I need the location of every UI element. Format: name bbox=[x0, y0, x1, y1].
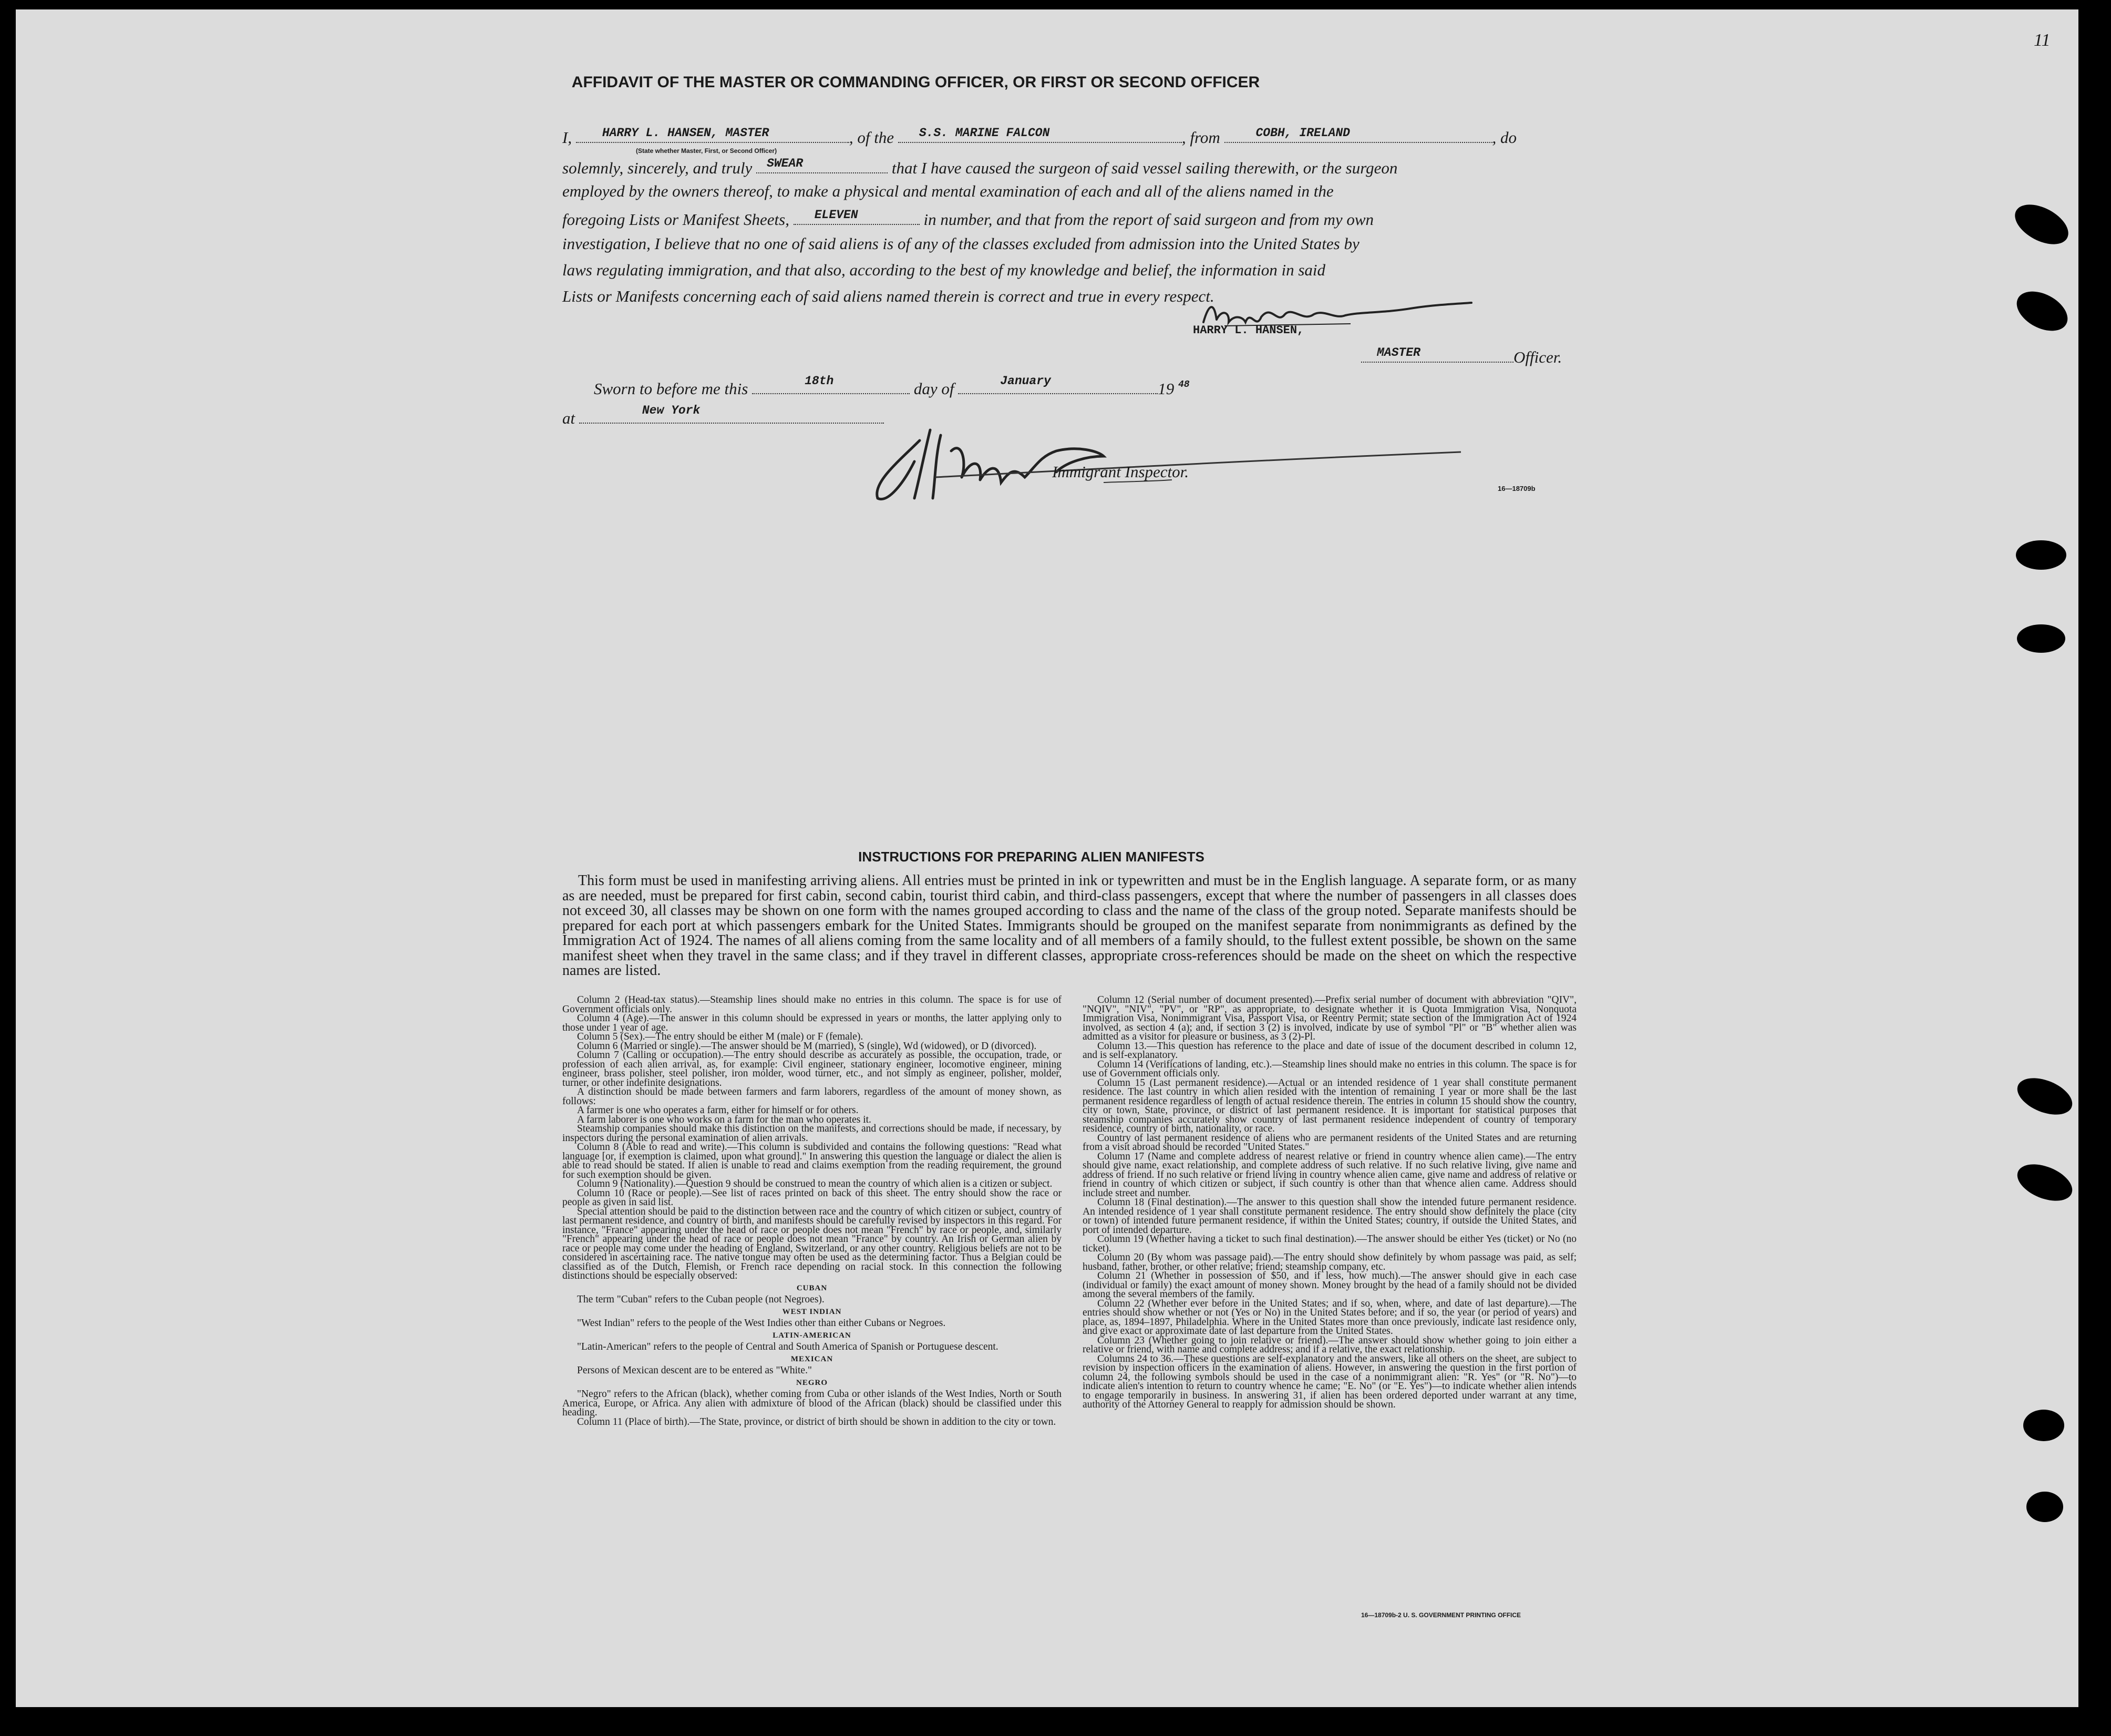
state-note: (State whether Master, First, or Second Officer) bbox=[636, 147, 777, 155]
text-officer: Officer. bbox=[1513, 348, 1562, 366]
binder-hole bbox=[2012, 1071, 2077, 1122]
col-20-text: Column 20 (By whom was passage paid).—The entry should show definitely by whom passage was paid, as self; husband, father, brother, or other relative; friend; steamship company, etc. bbox=[1083, 1252, 1577, 1272]
affidavit-line-7: Lists or Manifests concerning each of said aliens named therein is correct and true in every respect. bbox=[562, 287, 1214, 305]
sworn-year: 48 bbox=[1178, 379, 1190, 390]
mexican-text: Persons of Mexican descent are to be entered as "White." bbox=[577, 1365, 812, 1376]
rank-field bbox=[1361, 346, 1513, 363]
col-2-text: Column 2 (Head-tax status).—Steamship lines should make no entries in this column. The space is for use of Government officials only. bbox=[562, 995, 1062, 1015]
col-7-text: Column 7 (Calling or occupation).—The entry should describe as accurately as possible, the occupation, trade, or profession of each alien arrival, as, for example: Civil engineer, stationary engineer, locomotive engineer, mining engineer, brass polisher, steel polisher, iron molder, wood turner, etc., and not simply as engineer, polisher, molder, turner, or other indefinite designations. bbox=[562, 1050, 1062, 1088]
negro-text: "Negro" refers to the African (black), whether coming from Cuba or other islands of the West Indies, North or South America, Europe, or Africa. Any alien with admixture of blood of the African (black) should be classified under this heading. bbox=[562, 1389, 1062, 1418]
col-21-text: Column 21 (Whether in possession of $50, and if less, how much).—The answer should give in each case (individual or family) the exact amount of money shown. Money brought by the head of a family should not be divided among the several members of the family. bbox=[1083, 1270, 1577, 1300]
place-line bbox=[562, 404, 884, 428]
col-11-text: Column 11 (Place of birth).—The State, province, or district of birth should be shown in addition to the city or town. bbox=[577, 1416, 1056, 1427]
officer-line bbox=[1361, 346, 1562, 367]
affidavit-line-3: employed by the owners thereof, to make a physical and mental examination of each and all of the aliens named in the bbox=[562, 182, 1334, 200]
affidavit-line-1 bbox=[562, 126, 1517, 147]
instructions-right-column bbox=[1083, 995, 1577, 1608]
sworn-line bbox=[594, 374, 1190, 398]
latin-american-heading: LATIN-AMERICAN bbox=[773, 1331, 851, 1340]
col-5-text: Column 5 (Sex).—The entry should be either M (male) or F (female). bbox=[577, 1031, 863, 1042]
sworn-day: 18th bbox=[805, 374, 834, 388]
signer-typed-name: HARRY L. HANSEN, bbox=[1193, 324, 1304, 337]
col-13-text: Column 13.—This question has reference to the place and date of issue of the document described in column 12, and is self-explanatory. bbox=[1083, 1040, 1577, 1061]
instructions-intro: This form must be used in manifesting arriving aliens. All entries must be printed in ink or typewritten and must be in the English language. A separate form, or as many as are needed, must be prepared for first cabin, second cabin, tourist third cabin, and third-class passengers, except that where the number of passengers in all classes does not exceed 30, all classes may be shown on one form with the names grouped according to class and the name of the class of the group noted. Separate manifests should be prepared for each port at which passengers embark for the United States. Immigrants should be grouped on the manifest separate from nonimmigrants as defined by the Immigration Act of 1924. The names of all aliens coming from the same locality and of all members of a family should, to the fullest extent possible, be shown on the same manifest sheet when they travel in the same class; and if they travel in different classes, appropriate cross-references should be made on the sheet on which the respective names are listed. bbox=[562, 872, 1577, 979]
binder-hole bbox=[2016, 540, 2066, 570]
text-day-of: day of bbox=[913, 379, 954, 398]
departure-port: COBH, IRELAND bbox=[1255, 126, 1350, 140]
text-sworn: Sworn to before me this bbox=[594, 379, 748, 398]
place-field bbox=[579, 404, 884, 424]
text-of-the: , of the bbox=[849, 128, 894, 147]
binder-hole bbox=[2009, 197, 2075, 252]
col-4-text: Column 4 (Age).—The answer in this column should be expressed in years or months, the latter applying only to those under 1 year of age. bbox=[562, 1013, 1062, 1033]
text-line-4b: in number, and that from the report of said surgeon and from my own bbox=[923, 210, 1374, 229]
master-name: HARRY L. HANSEN, MASTER bbox=[602, 126, 769, 140]
col-8-text: Column 8 (Able to read and write).—This column is subdivided and contains the following questions: "Read what language [or, if exemption is claimed, upon what ground]." In answering this question the language or dialect the alien is able to read should be stated. If alien is unable to read and claims exemption from the reading requirement, the ground for such exemption should be given. bbox=[562, 1142, 1062, 1180]
affidavit-line-5: investigation, I believe that no one of said aliens is of any of the classes excluded from admission into the United States by bbox=[562, 234, 1360, 253]
affidavit-line-6: laws regulating immigration, and that also, according to the best of my knowledge and belief, the information in said bbox=[562, 261, 1326, 279]
col-24-36-text: Columns 24 to 36.—These questions are self-explanatory and the answers, like all others on the sheet, are subject to revision by inspection officers in the examination of aliens. However, in answering the question in the first portion of column 24, the following symbols should be used in the case of a nonimmigrant alien: "R. Yes" (or "R. No")—to indicate alien's intention to return to country whence he came; "E. No" (or "E. Yes")—to indicate whether alien intends to engage temporarily in business. In answering 31, if alien has been ordered deported under warrant at any time, authority of the Attorney General to reapply for admission should be shown. bbox=[1083, 1353, 1577, 1410]
negro-heading: NEGRO bbox=[796, 1378, 828, 1387]
col-22-text: Column 22 (Whether ever before in the United States; and if so, when, where, and date of last departure).—The entries should show whether or not (Yes or No) in the United States before; and if so, the year (or period of years) and place, as, 1894–1897, Philadelphia. Where in the United States more than once previously, indicate last residence only, and give exact or approximate date of last departure from the United States. bbox=[1083, 1298, 1577, 1337]
col-15-text: Column 15 (Last permanent residence).—Actual or an intended residence of 1 year shall constitute permanent residence. The last country in which alien resided with the intention of remaining 1 year or more shall be the last permanent residence regardless of length of actual residence therein. The entries in column 15 should show the country, city or town, State, province, or district of last permanent residence. It is important for statistical purposes that steamship companies accurately show country of last permanent residence independent of country of temporary residence, country of birth, nationality, or race. bbox=[1083, 1077, 1577, 1134]
mexican-heading: MEXICAN bbox=[790, 1354, 833, 1363]
affidavit-line-4 bbox=[562, 208, 1374, 229]
affidavit-line-2 bbox=[562, 157, 1397, 178]
col-10-text: Column 10 (Race or people).—See list of races printed on back of this sheet. The entry should show the race or people as given in said list. bbox=[562, 1187, 1062, 1208]
oath-field bbox=[756, 157, 888, 173]
printing-office-footer: 16—18709b-2 U. S. GOVERNMENT PRINTING OFFICE bbox=[1361, 1611, 1521, 1619]
cuban-heading: CUBAN bbox=[796, 1283, 828, 1292]
farmer-def: A farmer is one who operates a farm, either for himself or for others. bbox=[577, 1105, 859, 1116]
text-from: , from bbox=[1181, 128, 1220, 147]
binder-hole bbox=[2023, 1410, 2064, 1441]
west-indian-text: "West Indian" refers to the people of the West Indies other than either Cubans or Negroes. bbox=[577, 1318, 946, 1329]
sheet-count: ELEVEN bbox=[814, 208, 858, 222]
latin-american-text: "Latin-American" refers to the people of Central and South America of Spanish or Portuguese descent. bbox=[577, 1341, 998, 1352]
document-sheet bbox=[16, 9, 2078, 1707]
binder-hole bbox=[2010, 283, 2074, 338]
vessel-name: S.S. MARINE FALCON bbox=[919, 126, 1050, 140]
inspector-label: Immigrant Inspector. bbox=[1052, 463, 1189, 481]
binder-hole bbox=[2017, 624, 2065, 653]
text-line-2: that I have caused the surgeon of said vessel sailing therewith, or the surgeon bbox=[891, 159, 1398, 177]
text-do: , do bbox=[1492, 128, 1517, 147]
col-17-text: Column 17 (Name and complete address of nearest relative or friend in country whence alien came).—The entry should give name, exact relationship, and complete address of such relative. If no such relative living, give name and address of friend. If no such relative or friend living in country whence alien came, give name and address of relative or friend in country of which citizen or subject, if such country is other than that whence alien came. Address should include street and number. bbox=[1083, 1151, 1577, 1199]
sworn-place: New York bbox=[642, 404, 701, 417]
col-9-text: Column 9 (Nationality).—Question 9 should be construed to mean the country of which alien is a citizen or subject. bbox=[577, 1178, 1053, 1189]
name-field bbox=[576, 126, 849, 143]
oath-word: SWEAR bbox=[767, 157, 804, 170]
cuban-text: The term "Cuban" refers to the Cuban people (not Negroes). bbox=[577, 1294, 825, 1305]
text-year-prefix: 19 bbox=[1158, 379, 1175, 398]
sworn-month: January bbox=[1000, 374, 1051, 388]
text-solemnly: solemnly, sincerely, and truly bbox=[562, 159, 753, 177]
binder-hole bbox=[2012, 1157, 2077, 1208]
col-19-text: Column 19 (Whether having a ticket to such final destination).—The answer should be either Yes (ticket) or No (no ticket). bbox=[1083, 1234, 1577, 1254]
col-18-text: Column 18 (Final destination).—The answer to this question shall show the intended future permanent residence. An intended residence of 1 year shall constitute permanent residence. The entry should show definitely the place (city or town) of intended future permanent residence, if within the United States; country, if outside the United States, and port of intended departure. bbox=[1083, 1197, 1577, 1236]
instructions-title: INSTRUCTIONS FOR PREPARING ALIEN MANIFESTS bbox=[858, 849, 1204, 865]
binder-hole bbox=[2026, 1492, 2063, 1522]
west-indian-heading: WEST INDIAN bbox=[782, 1307, 842, 1316]
text-i: I, bbox=[562, 128, 572, 147]
page-number: 11 bbox=[2034, 30, 2051, 50]
vessel-field bbox=[898, 126, 1182, 143]
us-residence-note: Country of last permanent residence of aliens who are permanent residents of the United States and are returning from a visit abroad should be recorded "United States." bbox=[1083, 1132, 1577, 1153]
col-6-text: Column 6 (Married or single).—The answer should be M (married), S (single), Wd (widowed), or D (divorced). bbox=[577, 1040, 1037, 1052]
instructions-left-column bbox=[562, 995, 1062, 1618]
steamship-note: Steamship companies should make this distinction on the manifests, and corrections should be made, if necessary, by inspectors during the personal examination of alien arrivals. bbox=[562, 1123, 1062, 1144]
col-23-text: Column 23 (Whether going to join relative or friend).—The answer should show whether going to join either a relative or friend, with name and complete address; and if a relative, the exact relationship. bbox=[1083, 1334, 1577, 1355]
race-distinction: Special attention should be paid to the distinction between race and the country of which citizen or subject, country of last permanent residence, and country of birth, and manifests should be carefully revised by inspectors in this regard. For instance, "France" appearing under the head of race or people does not mean "French" by race or people, and, similarly "French" appearing under the head of race or people does not mean "France" by country. An Irish or German alien by race or people may come under the heading of England, Switzerland, or any other country. Religious beliefs are not to be considered in ascertaining race. The native tongue may often be used as the determining factor. Thus a Belgian could be classified as of the Dutch, Flemish, or French race depending on racial stock. In this connection the following distinctions should be especially observed: bbox=[562, 1206, 1062, 1281]
officer-rank: MASTER bbox=[1377, 346, 1420, 359]
month-field bbox=[958, 374, 1158, 394]
farmer-distinction: A distinction should be made between farmers and farm laborers, regardless of the amount of money shown, as follows: bbox=[562, 1086, 1062, 1107]
col-14-text: Column 14 (Verifications of landing, etc.).—Steamship lines should make no entries in this column. The space is for use of Government officials only. bbox=[1083, 1059, 1577, 1079]
col-12-text: Column 12 (Serial number of document presented).—Prefix serial number of document with abbreviation "QIV", "NQIV", "NIV", "PV", or "RP", as appropriate, to designate whether it is Quota Immigration Visa, Nonquota Immigration Visa, Nonimmigrant Visa, Passport Visa, or Reentry Permit; state section of the Immigration Act of 1924 involved, as section 4 (a); and, if section 3 (2) is involved, indicate by use of symbol "Pl" or "B" whether alien was admitted as a visitor for pleasure or business, as 3 (2)-Pl. bbox=[1083, 995, 1577, 1042]
text-line-4a: foregoing Lists or Manifest Sheets, bbox=[562, 210, 789, 229]
sheets-field bbox=[794, 208, 920, 225]
form-number: 16—18709b bbox=[1498, 485, 1536, 492]
text-at: at bbox=[562, 409, 575, 427]
farm-laborer-def: A farm laborer is one who works on a farm for the man who operates it. bbox=[577, 1114, 871, 1125]
affidavit-title: AFFIDAVIT OF THE MASTER OR COMMANDING OFFICER, OR FIRST OR SECOND OFFICER bbox=[571, 74, 1260, 91]
day-field bbox=[752, 374, 910, 394]
port-field bbox=[1224, 126, 1492, 143]
